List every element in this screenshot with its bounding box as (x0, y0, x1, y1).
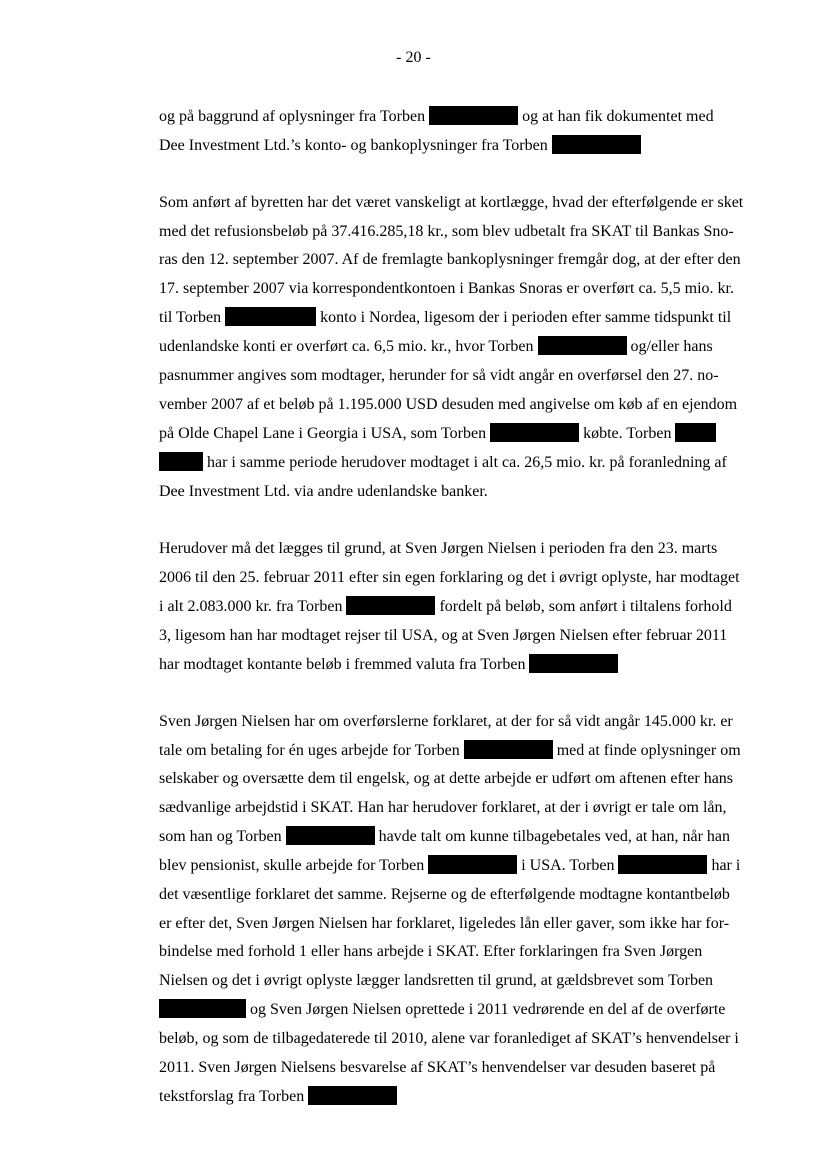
text-line: Dee Investment Ltd. via andre udenlandske banker. (159, 483, 488, 500)
redaction-block (552, 135, 641, 154)
text-line: bindelse med forhold 1 eller hans arbejde i SKAT. Efter forklaringen fra Sven Jørgen (159, 943, 703, 960)
text-line: beløb, og som de tilbagedaterede til 2010, alene var foranlediget af SKAT’s henvendelser i (159, 1030, 739, 1047)
redaction-block (538, 336, 627, 355)
redaction-block (428, 855, 517, 874)
text-line: Nielsen og det i øvrigt oplyste lægger landsretten til grund, at gældsbrevet som Torben (159, 972, 714, 989)
redaction-block (490, 423, 579, 442)
text-line: 3, ligesom han har modtaget rejser til USA, og at Sven Jørgen Nielsen efter februar 2011 (159, 627, 728, 644)
text-line: Herudover må det lægges til grund, at Sven Jørgen Nielsen i perioden fra den 23. marts (159, 540, 718, 557)
text-line: pasnummer angives som modtager, herunder for så vidt angår en overførsel den 27. no- (159, 367, 719, 384)
redaction-block (618, 855, 707, 874)
text-line: tale om betaling for én uges arbejde for Torben med at finde oplysninger om (159, 742, 741, 759)
text-line: som han og Torben havde talt om kunne tilbagebetales ved, at han, når han (159, 828, 731, 845)
redaction-block (464, 740, 553, 759)
text-line: har i samme periode herudover modtaget i alt ca. 26,5 mio. kr. på foranledning af (159, 452, 727, 474)
redaction-block (675, 423, 716, 442)
text-line: Dee Investment Ltd.’s konto- og bankoplysninger fra Torben (159, 135, 641, 157)
text-line: selskaber og oversætte dem til engelsk, og at dette arbejde er udført om aftenen efter hans (159, 770, 734, 787)
text-line: det væsentlige forklaret det samme. Rejserne og de efterfølgende modtagne kontantbeløb (159, 886, 730, 903)
text-line: 2006 til den 25. februar 2011 efter sin egen forklaring og det i øvrigt oplyste, har modtaget (159, 569, 740, 586)
text-line: sædvanlige arbejdstid i SKAT. Han har herudover forklaret, at der i øvrigt er tale om lån, (159, 799, 727, 816)
text-line: Sven Jørgen Nielsen har om overførslerne forklaret, at der for så vidt angår 145.000 kr. er (159, 713, 733, 730)
text-line: 17. september 2007 via korrespondentkontoen i Bankas Snoras er overført ca. 5,5 mio. kr. (159, 280, 734, 297)
text-line: på Olde Chapel Lane i Georgia i USA, som Torben købte. Torben (159, 423, 716, 445)
page-number: - 20 - (396, 49, 431, 66)
redaction-block (529, 654, 618, 673)
redaction-block (225, 307, 316, 326)
redaction-block (429, 106, 518, 125)
text-line: blev pensionist, skulle arbejde for Torben i USA. Torben har i (159, 857, 741, 874)
redaction-block (286, 826, 375, 845)
redaction-block (159, 452, 203, 471)
text-line: tekstforslag fra Torben (159, 1086, 397, 1108)
text-line: med det refusionsbeløb på 37.416.285,18 kr., som blev udbetalt fra SKAT til Bankas Sno- (159, 223, 734, 240)
redaction-block (308, 1086, 397, 1105)
text-line: ras den 12. september 2007. Af de fremlagte bankoplysninger fremgår dog, at der efter den (159, 251, 741, 268)
text-line: og på baggrund af oplysninger fra Torben og at han fik dokumentet med (159, 108, 714, 125)
text-line: i alt 2.083.000 kr. fra Torben fordelt på beløb, som anført i tiltalens forhold (159, 598, 732, 615)
redaction-block (159, 999, 246, 1018)
text-line: Som anført af byretten har det været vanskeligt at kortlægge, hvad der efterfølgende er sket (159, 194, 744, 211)
text-line: har modtaget kontante beløb i fremmed valuta fra Torben (159, 654, 618, 676)
text-line: udenlandske konti er overført ca. 6,5 mio. kr., hvor Torben og/eller hans (159, 338, 713, 355)
text-line: 2011. Sven Jørgen Nielsens besvarelse af SKAT’s henvendelser var desuden baseret på (159, 1059, 716, 1076)
text-line: vember 2007 af et beløb på 1.195.000 USD desuden med angivelse om køb af en ejendom (159, 396, 738, 413)
text-line: og Sven Jørgen Nielsen oprettede i 2011 vedrørende en del af de overførte (159, 999, 725, 1021)
redaction-block (346, 596, 435, 615)
text-line: til Torben konto i Nordea, ligesom der i perioden efter samme tidspunkt til (159, 309, 732, 326)
text-line: er efter det, Sven Jørgen Nielsen har forklaret, ligeledes lån eller gaver, som ikke har for- (159, 915, 730, 932)
